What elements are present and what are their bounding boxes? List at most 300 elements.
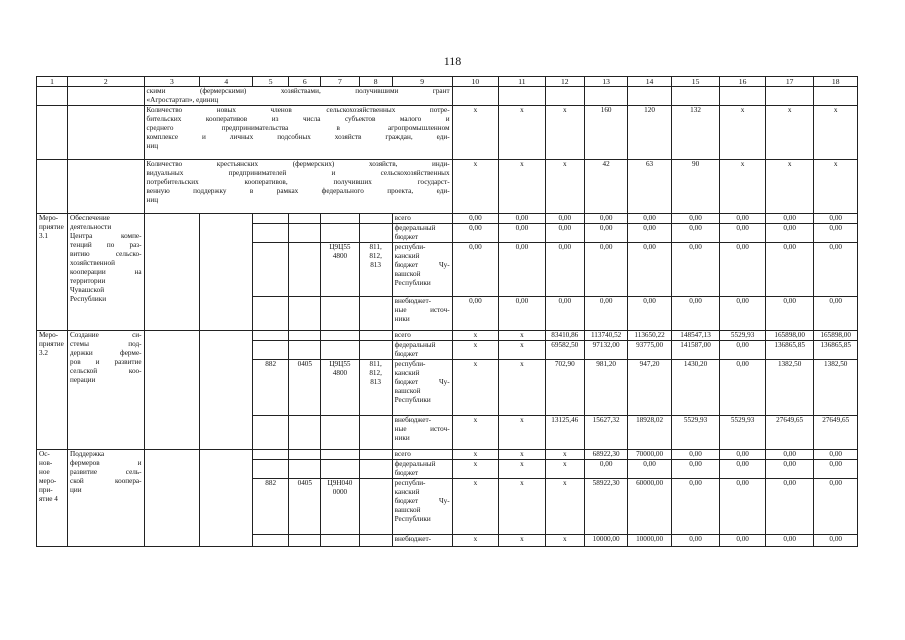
value-cell: 0,00: [765, 214, 814, 224]
rzpr-code: [289, 224, 321, 243]
csr-code: [321, 224, 359, 243]
value-cell: 0,00: [814, 214, 858, 224]
rzpr-code: [289, 460, 321, 479]
value-cell: 0,00: [584, 214, 627, 224]
value-cell: x: [499, 450, 546, 460]
text-line: 4800: [332, 369, 348, 378]
value-cell: 0,00: [671, 450, 720, 460]
value-cell: x: [499, 460, 546, 479]
value-cell: 702,90: [545, 360, 584, 416]
value-cell: [814, 87, 858, 106]
value-cell: 947,20: [628, 360, 671, 416]
csr-code: [321, 297, 359, 331]
grbs-code: [253, 341, 289, 360]
text-line: при-: [39, 486, 53, 495]
text-line: бюджет Чу-: [394, 497, 450, 506]
text-line: стемы под-: [70, 340, 142, 349]
value-cell: 0,00: [720, 450, 765, 460]
event-name: [68, 331, 145, 450]
value-cell: 0,00: [720, 460, 765, 479]
text-line: Создание си-: [70, 331, 142, 340]
indicator-text: [144, 87, 452, 106]
value-cell: x: [499, 535, 546, 547]
funding-source: [392, 214, 452, 224]
value-cell: 0,00: [720, 479, 765, 535]
text-line: бюджет Чу-: [394, 261, 450, 270]
value-cell: 0,00: [765, 479, 814, 535]
page-number: 118: [443, 54, 462, 68]
value-cell: 0,00: [720, 243, 765, 297]
value-cell: 0,00: [671, 479, 720, 535]
value-cell: 0,00: [499, 224, 546, 243]
value-cell: 60000,00: [628, 479, 671, 535]
text-line: сельской коо-: [70, 367, 142, 376]
text-line: 811,: [369, 360, 382, 369]
column-header: 13: [584, 77, 627, 87]
csr-code: [321, 460, 359, 479]
event-status: [37, 214, 68, 331]
value-cell: 97132,00: [584, 341, 627, 360]
text-line: внебюджет-: [394, 416, 431, 425]
text-line: 812,: [369, 252, 382, 261]
grbs-code: [253, 243, 289, 297]
indicator-text: [144, 106, 452, 160]
value-cell: 1382,50: [765, 360, 814, 416]
value-cell: 68922,30: [584, 450, 627, 460]
funding-source: [392, 341, 452, 360]
text-line: Меро-: [39, 214, 59, 223]
text-line: внебюджет-: [394, 297, 431, 306]
value-cell: 0,00: [671, 243, 720, 297]
text-line: приятие: [39, 340, 64, 349]
text-line: меро-: [39, 477, 57, 486]
text-line: 811,: [369, 243, 382, 252]
value-cell: x: [499, 479, 546, 535]
value-cell: 0,00: [628, 224, 671, 243]
value-cell: 0,00: [499, 243, 546, 297]
value-cell: 0,00: [765, 535, 814, 547]
value-cell: x: [452, 450, 499, 460]
value-cell: 0,00: [584, 297, 627, 331]
text-line: нов-: [39, 459, 53, 468]
funding-source: [392, 331, 452, 341]
value-cell: 0,00: [814, 535, 858, 547]
value-cell: x: [814, 106, 858, 160]
value-cell: 90: [671, 160, 720, 214]
value-cell: 0,00: [628, 214, 671, 224]
column-header: 9: [392, 77, 452, 87]
value-cell: [545, 87, 584, 106]
text-line: бюджет Чу-: [394, 378, 450, 387]
name-cell: [68, 160, 145, 214]
text-line: Чувашской: [70, 286, 105, 295]
text-line: Ос-: [39, 450, 50, 459]
column-header: 6: [289, 77, 321, 87]
value-cell: 0,00: [720, 360, 765, 416]
value-cell: 18928,02: [628, 416, 671, 450]
value-cell: 0,00: [720, 224, 765, 243]
value-cell: 63: [628, 160, 671, 214]
status-cell: [37, 106, 68, 160]
text-line: 813: [370, 378, 381, 387]
value-cell: 93775,00: [628, 341, 671, 360]
csr-code: [321, 535, 359, 547]
value-cell: 165898,00: [814, 331, 858, 341]
text-line: потребительских кооперативов, получивших государст-: [146, 178, 450, 187]
status-cell: [37, 160, 68, 214]
funding-source: [392, 297, 452, 331]
value-cell: 27649,65: [765, 416, 814, 450]
text-line: бительских кооперативов из числа субъектов малого и: [146, 115, 450, 124]
value-cell: 0,00: [814, 224, 858, 243]
text-line: всего: [394, 214, 411, 223]
column-header: 1: [37, 77, 68, 87]
text-line: федеральный: [394, 224, 436, 233]
text-line: федеральный: [394, 460, 436, 469]
text-line: 3.2: [39, 349, 48, 358]
value-cell: 0,00: [671, 460, 720, 479]
vr-code: [359, 331, 392, 341]
value-cell: [499, 87, 546, 106]
text-line: вашской: [394, 270, 421, 279]
value-cell: x: [545, 160, 584, 214]
text-line: приятие: [39, 223, 64, 232]
funding-source: [392, 224, 452, 243]
text-line: республи-: [394, 479, 426, 488]
csr-code: [321, 331, 359, 341]
value-cell: 0,00: [671, 535, 720, 547]
value-cell: [720, 87, 765, 106]
indicator-text: [144, 160, 452, 214]
value-cell: x: [452, 535, 499, 547]
grbs-code: [253, 331, 289, 341]
responsible-cell: [144, 450, 200, 547]
value-cell: 0,00: [671, 224, 720, 243]
vr-code: [359, 297, 392, 331]
value-cell: 70000,00: [628, 450, 671, 460]
value-cell: x: [452, 160, 499, 214]
value-cell: [584, 87, 627, 106]
vr-code: [359, 224, 392, 243]
text-line: канский: [394, 252, 420, 261]
text-line: Поддержка: [70, 450, 105, 459]
value-cell: 0,00: [814, 460, 858, 479]
text-line: фермеров и: [70, 459, 142, 468]
text-line: бюджет: [394, 469, 419, 478]
value-cell: 5529,93: [720, 416, 765, 450]
text-line: ров и развитие: [70, 358, 142, 367]
csr-code: [321, 360, 359, 416]
text-line: Республики: [394, 279, 431, 288]
grbs-code: [253, 214, 289, 224]
text-line: 3.1: [39, 232, 48, 241]
event-name: [68, 450, 145, 547]
value-cell: 113740,52: [584, 331, 627, 341]
value-cell: 0,00: [452, 214, 499, 224]
value-cell: x: [499, 331, 546, 341]
value-cell: 0,00: [452, 243, 499, 297]
value-cell: 981,20: [584, 360, 627, 416]
rzpr-code: [289, 450, 321, 460]
value-cell: x: [814, 160, 858, 214]
grbs-code: 882: [253, 360, 289, 416]
vr-code: [359, 535, 392, 547]
value-cell: x: [545, 106, 584, 160]
value-cell: 0,00: [671, 214, 720, 224]
value-cell: 165898,00: [765, 331, 814, 341]
value-cell: 0,00: [814, 243, 858, 297]
value-cell: x: [452, 460, 499, 479]
csr-code: [321, 416, 359, 450]
text-line: всего: [394, 450, 411, 459]
rzpr-code: [289, 331, 321, 341]
value-cell: x: [765, 106, 814, 160]
value-cell: x: [452, 341, 499, 360]
value-cell: 113650,22: [628, 331, 671, 341]
value-cell: [628, 87, 671, 106]
value-cell: x: [545, 535, 584, 547]
value-cell: 0,00: [765, 460, 814, 479]
text-line: ниц: [146, 142, 159, 151]
text-line: скими (фермерскими) хозяйствами, получившими грант: [146, 87, 450, 96]
column-header: 15: [671, 77, 720, 87]
vr-code: [359, 360, 392, 416]
coexecutor-cell: [200, 331, 253, 450]
csr-code: [321, 243, 359, 297]
coexecutor-cell: [200, 214, 253, 331]
text-line: видуальных предпринимателей и сельскохозяйственных: [146, 169, 450, 178]
funding-source: [392, 416, 452, 450]
responsible-cell: [144, 214, 200, 331]
value-cell: [452, 87, 499, 106]
value-cell: x: [499, 160, 546, 214]
value-cell: 0,00: [628, 460, 671, 479]
column-header: 12: [545, 77, 584, 87]
value-cell: x: [765, 160, 814, 214]
value-cell: 160: [584, 106, 627, 160]
rzpr-code: [289, 341, 321, 360]
value-cell: 0,00: [499, 297, 546, 331]
value-cell: x: [545, 460, 584, 479]
value-cell: 0,00: [720, 297, 765, 331]
text-line: венную поддержку в рамках федерального проекта, еди-: [146, 187, 450, 196]
text-line: вашской: [394, 387, 421, 396]
value-cell: x: [452, 331, 499, 341]
value-cell: 0,00: [545, 297, 584, 331]
value-cell: 13125,46: [545, 416, 584, 450]
text-line: Ц9Ц55: [329, 243, 351, 252]
text-line: всего: [394, 331, 411, 340]
grbs-code: [253, 297, 289, 331]
text-line: Количество новых членов сельскохозяйственных потре-: [146, 106, 450, 115]
grbs-code: [253, 416, 289, 450]
value-cell: [671, 87, 720, 106]
grbs-code: [253, 450, 289, 460]
text-line: территории: [70, 277, 106, 286]
column-header: 14: [628, 77, 671, 87]
text-line: хозяйственной: [70, 259, 115, 268]
column-header: 18: [814, 77, 858, 87]
value-cell: x: [452, 416, 499, 450]
header-row: [37, 77, 858, 87]
value-cell: 0,00: [720, 341, 765, 360]
value-cell: 136865,85: [765, 341, 814, 360]
vr-code: [359, 214, 392, 224]
value-cell: 1382,50: [814, 360, 858, 416]
value-cell: x: [452, 360, 499, 416]
text-line: Ц9Ц55: [329, 360, 351, 369]
grbs-code: 882: [253, 479, 289, 535]
csr-code: [321, 450, 359, 460]
csr-code: [321, 214, 359, 224]
value-cell: 148547,13: [671, 331, 720, 341]
value-cell: 69582,50: [545, 341, 584, 360]
value-cell: x: [545, 479, 584, 535]
value-cell: 0,00: [765, 297, 814, 331]
rzpr-code: 0405: [289, 360, 321, 416]
text-line: Республики: [394, 515, 431, 524]
text-line: бюджет: [394, 350, 419, 359]
text-line: ные источ-: [394, 425, 450, 434]
name-cell: [68, 106, 145, 160]
column-header: 8: [359, 77, 392, 87]
value-cell: 0,00: [720, 535, 765, 547]
rzpr-code: [289, 416, 321, 450]
value-cell: 58922,30: [584, 479, 627, 535]
value-cell: 83410,86: [545, 331, 584, 341]
rzpr-code: [289, 243, 321, 297]
grbs-code: [253, 460, 289, 479]
value-cell: 0,00: [765, 243, 814, 297]
status-cell: [37, 87, 68, 106]
text-line: ятие 4: [39, 495, 58, 504]
vr-code: [359, 243, 392, 297]
value-cell: 10000,00: [628, 535, 671, 547]
value-cell: 0,00: [452, 224, 499, 243]
text-line: вашской: [394, 506, 421, 515]
grbs-code: [253, 224, 289, 243]
text-line: ное: [39, 468, 50, 477]
text-line: федеральный: [394, 341, 436, 350]
value-cell: 0,00: [720, 214, 765, 224]
column-header: 17: [765, 77, 814, 87]
funding-source: [392, 243, 452, 297]
text-line: перации: [70, 376, 96, 385]
vr-code: [359, 460, 392, 479]
responsible-cell: [144, 331, 200, 450]
csr-code: [321, 341, 359, 360]
finance-row: [37, 214, 858, 224]
indicator-row: [37, 106, 858, 160]
value-cell: 27649,65: [814, 416, 858, 450]
value-cell: 0,00: [545, 224, 584, 243]
finance-row: [37, 450, 858, 460]
value-cell: 0,00: [545, 243, 584, 297]
text-line: кооперации на: [70, 268, 142, 277]
coexecutor-cell: [200, 450, 253, 547]
text-line: канский: [394, 488, 420, 497]
text-line: ниц: [146, 196, 159, 205]
column-header: 10: [452, 77, 499, 87]
value-cell: 42: [584, 160, 627, 214]
text-line: ники: [394, 315, 410, 324]
text-line: развитие сель-: [70, 468, 142, 477]
vr-code: [359, 479, 392, 535]
value-cell: 0,00: [452, 297, 499, 331]
text-line: 813: [370, 261, 381, 270]
column-header: 11: [499, 77, 546, 87]
event-status: [37, 450, 68, 547]
rzpr-code: [289, 214, 321, 224]
text-line: Обеспечение: [70, 214, 110, 223]
vr-code: [359, 450, 392, 460]
text-line: комплексе и личных подсобных хозяйств граждан, еди-: [146, 133, 450, 142]
name-cell: [68, 87, 145, 106]
value-cell: 0,00: [628, 297, 671, 331]
value-cell: 0,00: [545, 214, 584, 224]
text-line: ции: [70, 486, 82, 495]
text-line: среднего предпринимательства в агропромышленном: [146, 124, 450, 133]
event-name: [68, 214, 145, 331]
text-line: бюджет: [394, 233, 419, 242]
value-cell: 5529,93: [720, 331, 765, 341]
text-line: 0000: [332, 488, 348, 497]
value-cell: x: [499, 341, 546, 360]
text-line: ные источ-: [394, 306, 450, 315]
text-line: держки ферме-: [70, 349, 142, 358]
value-cell: 0,00: [671, 297, 720, 331]
rzpr-code: [289, 535, 321, 547]
text-line: Республики: [394, 396, 431, 405]
value-cell: 120: [628, 106, 671, 160]
text-line: внебюджет-: [394, 535, 431, 544]
value-cell: 0,00: [499, 214, 546, 224]
value-cell: 0,00: [765, 224, 814, 243]
column-header: 2: [68, 77, 145, 87]
value-cell: 0,00: [584, 224, 627, 243]
text-line: 4800: [332, 252, 348, 261]
rzpr-code: 0405: [289, 479, 321, 535]
text-line: ники: [394, 434, 410, 443]
finance-row: [37, 331, 858, 341]
event-status: [37, 331, 68, 450]
text-line: деятельности: [70, 223, 112, 232]
text-line: Меро-: [39, 331, 59, 340]
text-line: витию сельско-: [70, 250, 142, 259]
funding-source: [392, 535, 452, 547]
column-header: 5: [253, 77, 289, 87]
funding-source: [392, 450, 452, 460]
text-line: республи-: [394, 360, 426, 369]
vr-code: [359, 341, 392, 360]
indicator-row: [37, 160, 858, 214]
text-line: Центра компе-: [70, 232, 142, 241]
budget-table: [36, 76, 858, 547]
value-cell: 0,00: [814, 450, 858, 460]
value-cell: 136865,85: [814, 341, 858, 360]
text-line: республи-: [394, 243, 426, 252]
column-header: 3: [144, 77, 200, 87]
value-cell: x: [720, 160, 765, 214]
value-cell: x: [499, 106, 546, 160]
text-line: Республики: [70, 295, 107, 304]
value-cell: 10000,00: [584, 535, 627, 547]
csr-code: [321, 479, 359, 535]
value-cell: 0,00: [628, 243, 671, 297]
value-cell: 15627,32: [584, 416, 627, 450]
value-cell: x: [545, 450, 584, 460]
text-line: тенций по раз-: [70, 241, 142, 250]
